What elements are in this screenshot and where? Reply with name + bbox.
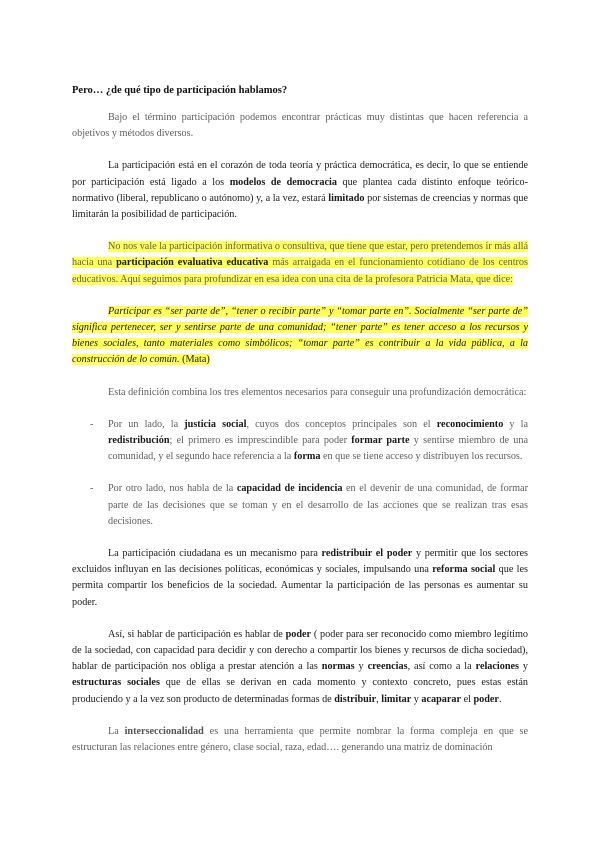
keyword-participacion-evaluativa: participación evaluativa educativa — [116, 257, 269, 269]
democracy-models-paragraph — [72, 158, 528, 223]
intro-paragraph: Bajo el término participación podemos encontrar prácticas muy distintas que hacen referencia a objetivos y métodos diversos. — [72, 112, 528, 140]
text-run: , cuyos dos conceptos principales son el — [246, 418, 437, 430]
text-run: en el devenir de una comunidad, de formar parte de las decisiones que se toman y en el desarrollo de las acciones que se realizan tras esas decisiones. — [108, 483, 528, 527]
keyword-relaciones: relaciones — [475, 661, 519, 673]
text-run: y — [519, 661, 529, 673]
text-run: ; el primero es imprescindible para poder — [169, 435, 352, 447]
citizen-participation-paragraph — [72, 546, 528, 611]
bullet-dash: - — [90, 418, 94, 430]
keyword-reforma-social: reforma social — [432, 564, 496, 576]
text-run: que les permita compartir los beneficios de la sociedad. Aumentar la participación de las personas es aumentar su poder. — [72, 564, 528, 608]
text-run: y — [411, 693, 422, 705]
keyword-reconocimiento: reconocimiento — [436, 418, 504, 430]
text-run: es una herramienta que permite nombrar la forma compleja en que se estructuran las relaciones entre género, clase social, raza, edad…. generando una matriz de dominación — [72, 725, 528, 754]
text-run: en que se tiene acceso y distribuyen los recursos. — [320, 451, 523, 463]
keyword-justicia-social: justicia social — [184, 418, 247, 430]
keyword-acaparar: acaparar — [421, 693, 462, 705]
keyword-formar-parte: formar parte — [351, 435, 410, 447]
keyword-poder-final: poder — [473, 693, 499, 705]
keyword-creencias: creencias — [367, 661, 408, 673]
mata-quote — [72, 304, 528, 369]
text-run: La participación ciudadana es un mecanismo para — [108, 548, 322, 560]
list-item — [72, 481, 528, 530]
power-paragraph — [72, 627, 528, 708]
text-run: . — [498, 693, 502, 705]
text-run: y — [354, 661, 368, 673]
text-run: No nos vale la participación informativa o consultiva, que tiene que estar, pero pretendemos ir más allá hacia una — [72, 241, 528, 269]
text-run: , así como a la — [407, 661, 476, 673]
keyword-poder: poder — [285, 628, 312, 640]
keyword-forma: forma — [293, 451, 321, 463]
bullet-list — [72, 417, 528, 530]
text-run: Así, si hablar de participación es hablar de — [108, 628, 286, 640]
keyword-distribuir: distribuir — [334, 693, 377, 705]
text-run: por sistemas de creencias y normas que limitarán la posibilidad de participación. — [72, 192, 528, 221]
keyword-redistribucion: redistribución — [108, 435, 170, 447]
text-run: y la — [503, 418, 528, 430]
keyword-redistribuir-poder: redistribuir el poder — [321, 548, 413, 560]
quote-text: Participar es “ser parte de”, “tener o recibir parte” y “tomar parte en”. Socialmente “ser parte de” significa pertenecer, ser y sentirse parte de una comunidad; “tener parte” es tener acceso a los recursos y bienes sociales, tanto materiales como simbólicos; “tomar parte” es contribuir a la vida pública, a la construcción de lo común. — [72, 305, 528, 366]
text-run: Por un lado, la — [108, 418, 185, 430]
text-run: y permitir que los sectores excluidos influyan en las decisiones políticas, económicas y sociales, impulsando una — [72, 548, 528, 576]
keyword-estructuras-sociales: estructuras sociales — [72, 677, 160, 689]
text-run: La participación está en el corazón de toda teoría y práctica democrática, es decir, lo que se entiende por participación está ligado a los — [72, 160, 528, 188]
highlighted-paragraph — [72, 239, 528, 288]
keyword-limitado: limitado — [328, 192, 365, 204]
text-run: que de ellas se derivan en cada momento y contexto concreto, pues estas están produciendo y a la vez son producto de determinadas formas de — [72, 677, 528, 705]
intersectionality-paragraph — [72, 724, 528, 756]
keyword-modelos-democracia: modelos de democracia — [229, 176, 337, 188]
text-run: La — [108, 725, 125, 737]
section-heading: Pero… ¿de qué tipo de participación hablamos? — [72, 85, 288, 96]
text-run: y sentirse miembro de una comunidad, y el segundo hace referencia a la — [108, 435, 528, 463]
text-run: Por otro lado, nos habla de la — [108, 483, 237, 495]
text-run: que plantea cada distinto enfoque teórico-normativo (liberal, republicano o autónomo) y, a la vez, estará — [72, 176, 528, 204]
bullet-dash: - — [90, 483, 94, 495]
keyword-interseccionalidad: interseccionalidad — [124, 725, 204, 737]
text-run: más arraigada en el funcionamiento cotidiano de los centros educativos. Aquí seguimos para profundizar en esa idea con una cita de la profesora Patricia Mata, que dice: — [72, 257, 528, 285]
list-item — [72, 417, 528, 466]
keyword-capacidad-incidencia: capacidad de incidencia — [236, 483, 343, 495]
definition-paragraph: Esta definición combina los tres elementos necesarios para conseguir una profundización democrática: — [108, 386, 527, 398]
text-run: , — [376, 693, 382, 705]
keyword-normas: normas — [321, 661, 355, 673]
text-run: ( poder para ser reconocido como miembro legítimo de la sociedad, con capacidad para decidir y con derecho a compartir los bienes y recursos de dicha sociedad), hablar de participación nos obliga a prestar atención a las — [72, 628, 529, 673]
quote-author: (Mata) — [179, 354, 210, 366]
text-run: el — [461, 693, 474, 705]
keyword-limitar: limitar — [381, 693, 412, 705]
